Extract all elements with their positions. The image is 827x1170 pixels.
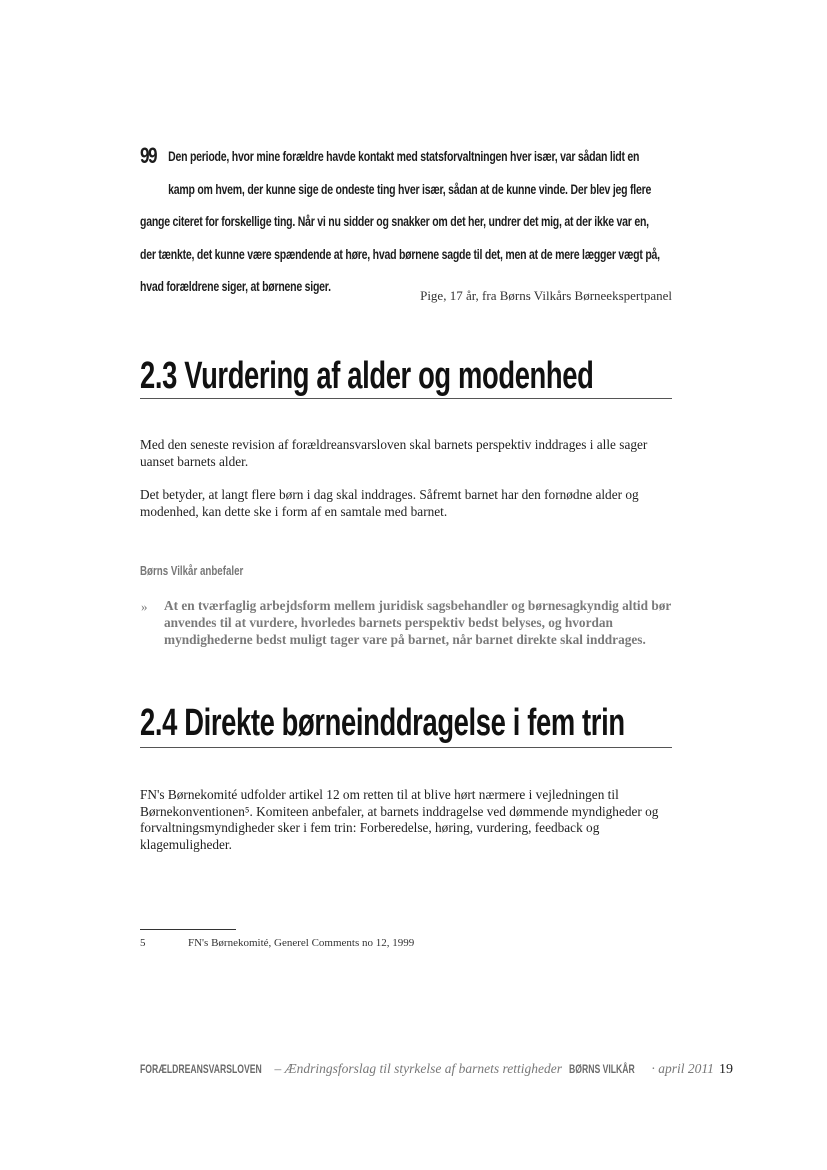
footnote-rule <box>140 929 236 930</box>
section-heading-2-3: 2.3 Vurdering af alder og modenhed <box>140 355 594 397</box>
footnote-text: FN's Børnekomité, Generel Comments no 12, 1999 <box>188 937 415 949</box>
quote-line-2: kamp om hvem, der kunne sige de ondeste ting hver især, sådan at de kunne vinde. Der blev jeg flere <box>168 181 652 197</box>
footer-org: BØRNS VILKÅR <box>568 1062 635 1076</box>
recommendation-heading: Børns Vilkår anbefaler <box>140 563 244 578</box>
heading-rule <box>140 398 672 399</box>
paragraph: Det betyder, at langt flere børn i dag skal inddrages. Såfremt barnet har den fornødne alder og modenhed, kan dette ske i form af en samtale med barnet. <box>140 487 639 519</box>
pull-quote <box>140 141 678 304</box>
footer-date: · april 2011 <box>651 1061 714 1076</box>
quote-line-4: der tænkte, det kunne være spændende at høre, hvad børnene sagde til det, men at de mere lægger vægt på, <box>140 246 660 262</box>
paragraph: Med den seneste revision af forældreansvarsloven skal barnets perspektiv inddrages i alle sager uanset barnets alder. <box>140 437 648 469</box>
bullet-icon: » <box>141 599 148 614</box>
heading-rule <box>140 747 672 748</box>
quote-line-1: Den periode, hvor mine forældre havde kontakt med statsforvaltningen hver især, var sådan lidt en <box>168 149 640 164</box>
quote-line-5: hvad forældrene siger, at børnene siger. <box>140 279 331 294</box>
footer-subtitle: Ændringsforslag til styrkelse af barnets rettigheder <box>284 1061 562 1076</box>
footer-brand: FORÆLDREANSVARSLOVEN <box>140 1062 262 1076</box>
quote-attribution: Pige, 17 år, fra Børns Vilkårs Børneekspertpanel <box>420 288 672 303</box>
page-number: 19 <box>719 1062 733 1077</box>
quote-line-3: gange citeret for forskellige ting. Når vi nu sidder og snakker om det her, undrer det mig, at der ikke var en, <box>140 214 649 229</box>
footnote-number: 5 <box>140 937 146 949</box>
paragraph: FN's Børnekomité udfolder artikel 12 om retten til at blive hørt nærmere i vejledningen til Børnekonventionen⁵. Komiteen anbefaler, at barnets inddragelse ved dømmende myndigheder og forvaltningsmyndigheder sker i fem trin: Forberedelse, høring, vurdering, feedback og klagemuligheder. <box>140 787 659 852</box>
quote-mark-icon: 99 <box>140 143 156 168</box>
page-footer <box>140 1061 714 1077</box>
recommendation-text: At en tværfaglig arbejdsform mellem juridisk sagsbehandler og børnesagkyndig altid bør anvendes til at vurdere, hvorledes barnets perspektiv bedst belyses, og hvordan myndighederne bedst muligt tager vare på barnet, når barnet direkte skal inddrages. <box>164 598 672 647</box>
section-heading-2-4: 2.4 Direkte børneinddragelse i fem trin <box>140 702 625 744</box>
footer-dash: – <box>271 1061 285 1076</box>
